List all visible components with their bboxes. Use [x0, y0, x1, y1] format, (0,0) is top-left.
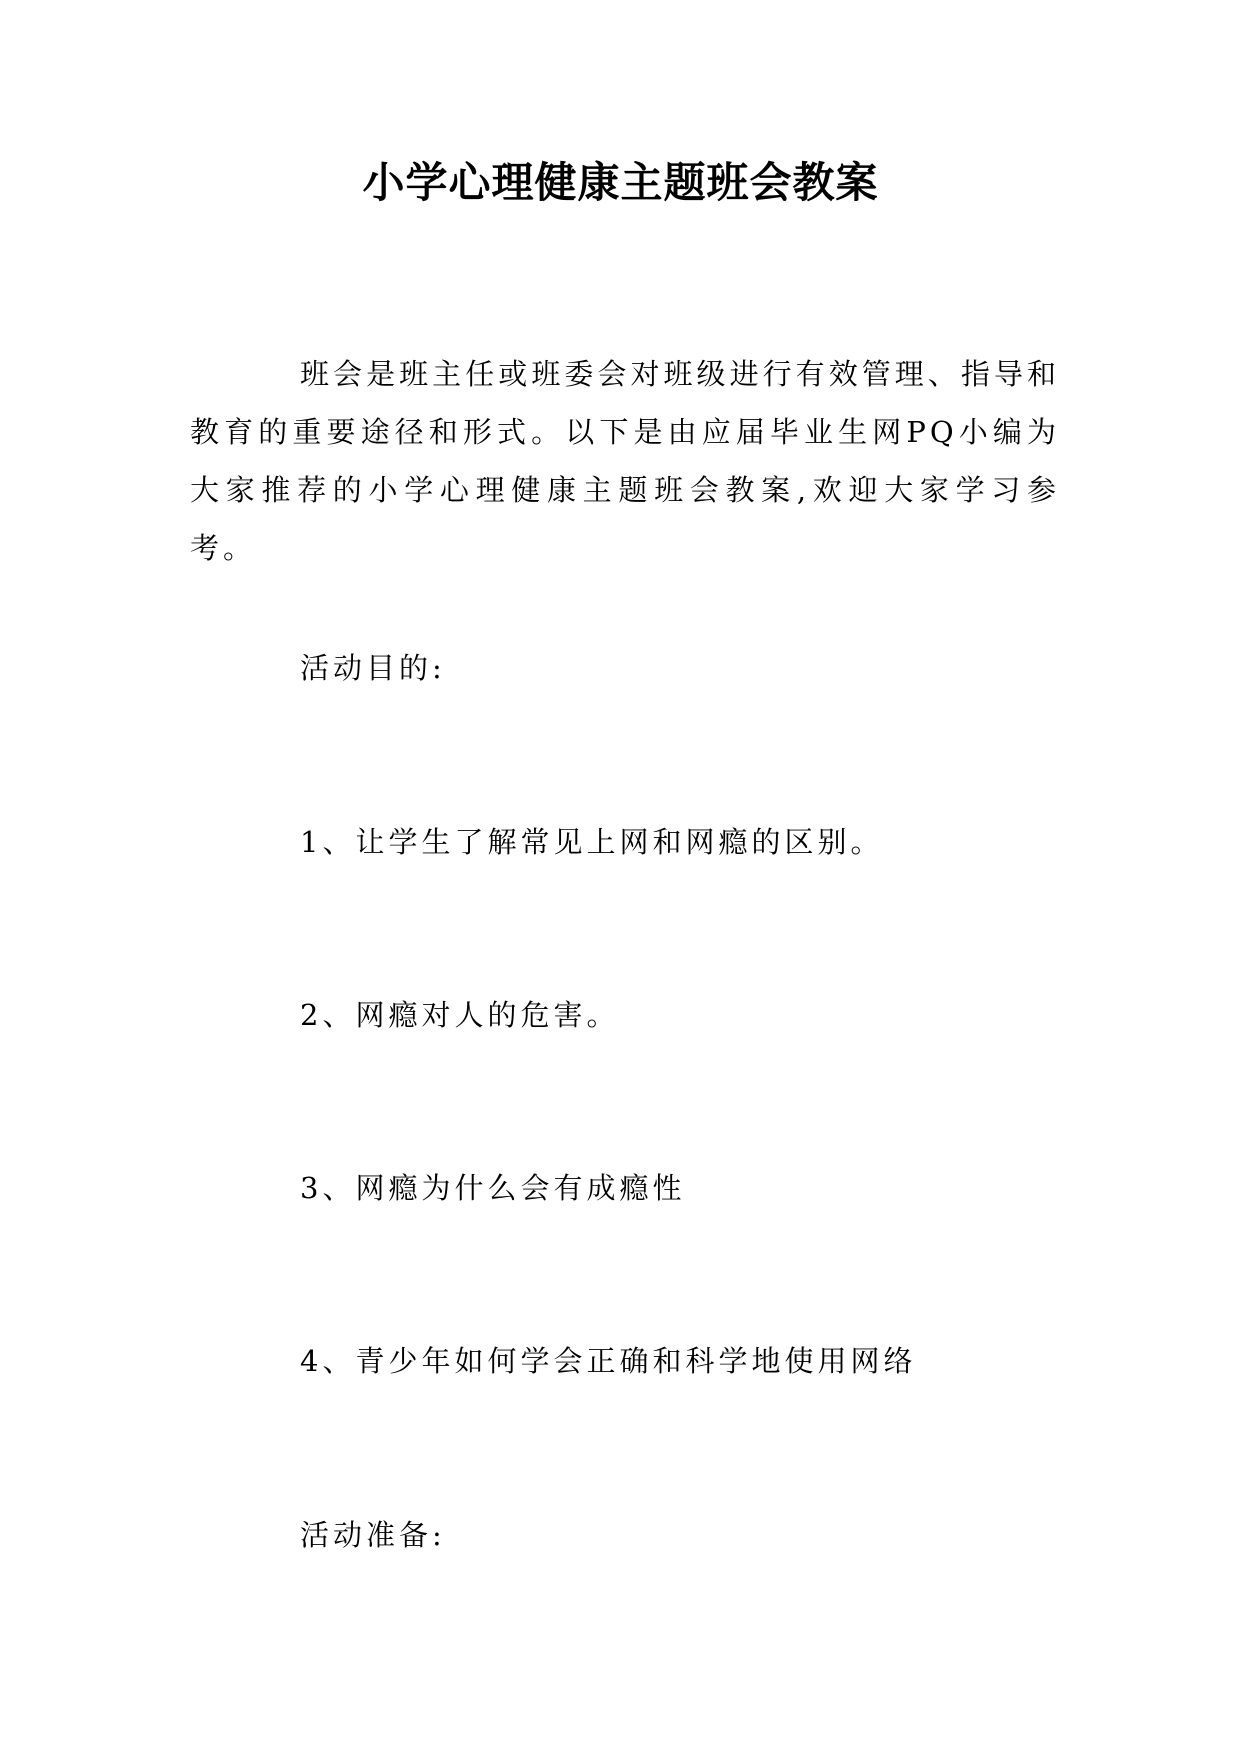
goal-item: 2、网瘾对人的危害。	[300, 998, 620, 1032]
goal-item: 3、网瘾为什么会有成瘾性	[300, 1171, 686, 1205]
document-title: 小学心理健康主题班会教案	[362, 158, 879, 207]
prep-heading: 活动准备:	[300, 1518, 446, 1552]
intro-paragraph: 班会是班主任或班委会对班级进行有效管理、指导和教育的重要途径和形式。以下是由应届毕业生网PQ小编为大家推荐的小学心理健康主题班会教案,欢迎大家学习参考。	[190, 357, 1060, 565]
goal-heading: 活动目的:	[300, 651, 446, 685]
goal-item: 1、让学生了解常见上网和网瘾的区别。	[300, 825, 884, 859]
goal-item: 4、青少年如何学会正确和科学地使用网络	[300, 1344, 917, 1378]
